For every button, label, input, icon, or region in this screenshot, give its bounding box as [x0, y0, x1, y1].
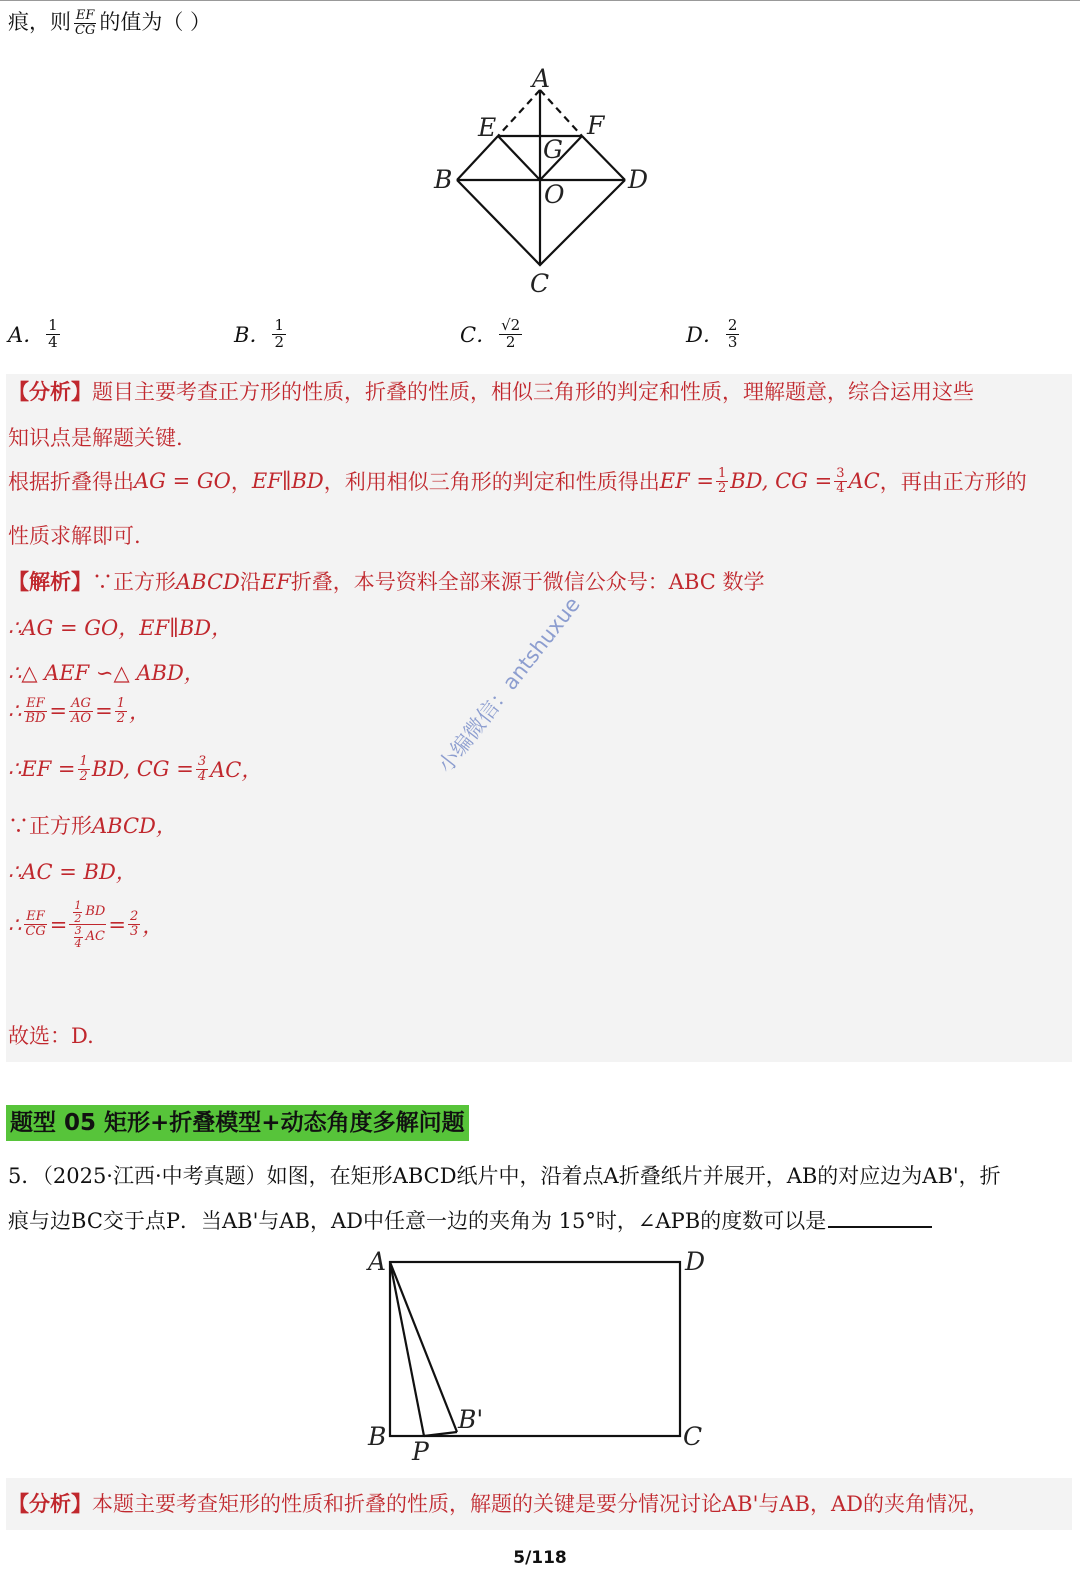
analysis1-line1: 【分析】题目主要考查正方形的性质，折叠的性质，相似三角形的判定和性质，理解题意，综合运用这些	[8, 379, 974, 404]
fig1-label-o: O	[544, 180, 565, 209]
option-c[interactable]: C． $\frac{√2}{2}$	[460, 316, 521, 351]
fig1-label-g: G	[543, 135, 563, 164]
fig1-label-d: D	[628, 165, 649, 194]
question5-line1: 5．（2025·江西·中考真题）如图，在矩形ABCD纸片中，沿着点A折叠纸片并展开，AB的对应边为AB'，折	[8, 1164, 1001, 1188]
figure-square-fold	[420, 60, 660, 300]
solution1-s3: ∴△ AEF ∽△ ABD，	[8, 661, 205, 685]
answer-blank[interactable]	[828, 1208, 932, 1228]
solution1-s7: ∴AC = BD，	[8, 860, 137, 884]
option-a[interactable]: A． $\frac{1}{4}$	[8, 316, 58, 351]
answer-options	[8, 318, 1068, 368]
fig2-label-d: D	[685, 1247, 706, 1276]
fig1-label-f: F	[587, 111, 605, 140]
analysis2-line: 【分析】本题主要考查矩形的性质和折叠的性质，解题的关键是要分情况讨论AB'与AB，AD的夹角情况，	[8, 1491, 989, 1516]
option-b[interactable]: B． $\frac{1}{2}$	[234, 316, 284, 351]
fig2-ap	[390, 1262, 424, 1436]
fig1-be	[457, 136, 498, 180]
solution1-s2: ∴AG = GO，EF∥BD，	[8, 616, 233, 640]
fig2-label-b-prime: B'	[458, 1405, 484, 1434]
fig2-label-c: C	[683, 1422, 703, 1451]
solution1-s1: 【解析】∵正方形ABCD沿EF折叠，本号资料全部来源于微信公众号：ABC 数学	[8, 569, 765, 594]
watermark: 小编微信：antshuxue	[433, 592, 585, 778]
solution1-s4: ∴ $\frac{EF}{BD}$ = $\frac{AG}{AO}$ = $\frac{1}{2}$ ，	[8, 695, 150, 726]
analysis1-line3: 根据折叠得出 AG = GO ， EF∥BD ，利用相似三角形的判定和性质得出 EF = $\frac{1}{2}$ BD, CG = $\frac{3}{4}$ AC ，再由正方形的	[8, 465, 1027, 496]
option-d[interactable]: D． $\frac{2}{3}$	[686, 316, 738, 351]
page-number: 5/118	[513, 1548, 567, 1568]
question5-line2: 痕与边BC交于点P．当AB'与AB，AD中任意一边的夹角为 15°时，∠APB的度数可以是	[8, 1205, 932, 1235]
solution1-final: 故选：D.	[8, 1024, 94, 1048]
solution1-s8: ∴ $\frac{EF}{CG}$ = $\frac{1}{2}$ BD $\frac{3}{4}$ AC = $\frac{2}{3}$ ，	[8, 899, 164, 950]
section-heading: 题型 05 矩形+折叠模型+动态角度多解问题	[6, 1105, 469, 1141]
fig1-fd	[582, 136, 625, 180]
fig1-af-dash	[540, 90, 582, 136]
fig2-label-b: B	[368, 1422, 387, 1451]
fig1-ae-dash	[498, 90, 540, 136]
fig1-label-e: E	[478, 113, 497, 142]
solution-box	[6, 374, 1072, 1062]
fig1-eo	[498, 136, 540, 180]
solution1-s5: ∴EF = $\frac{1}{2}$ BD, CG = $\frac{3}{4}$ AC，	[8, 753, 263, 784]
top-rule	[0, 0, 1080, 1]
analysis1-line2: 知识点是解题关键.	[8, 426, 183, 450]
fig2-label-p: P	[412, 1437, 429, 1466]
question4-stem: 痕，则 $\frac{EF}{CG}$ 的值为（ ）	[8, 8, 212, 38]
fig1-label-b: B	[434, 165, 453, 194]
solution1-s6: ∵正方形ABCD，	[8, 814, 177, 838]
analysis2-box	[6, 1478, 1072, 1530]
fig1-label-c: C	[530, 269, 550, 298]
analysis1-line4: 性质求解即可.	[8, 524, 141, 548]
compound-fraction: $\frac{1}{2}$ BD $\frac{3}{4}$ AC	[69, 900, 106, 949]
fig2-ab-prime	[390, 1262, 457, 1432]
fig1-label-a: A	[532, 64, 551, 93]
fig2-rectangle	[390, 1262, 680, 1436]
fig2-label-a: A	[368, 1247, 387, 1276]
figure-rectangle-fold	[360, 1240, 720, 1470]
